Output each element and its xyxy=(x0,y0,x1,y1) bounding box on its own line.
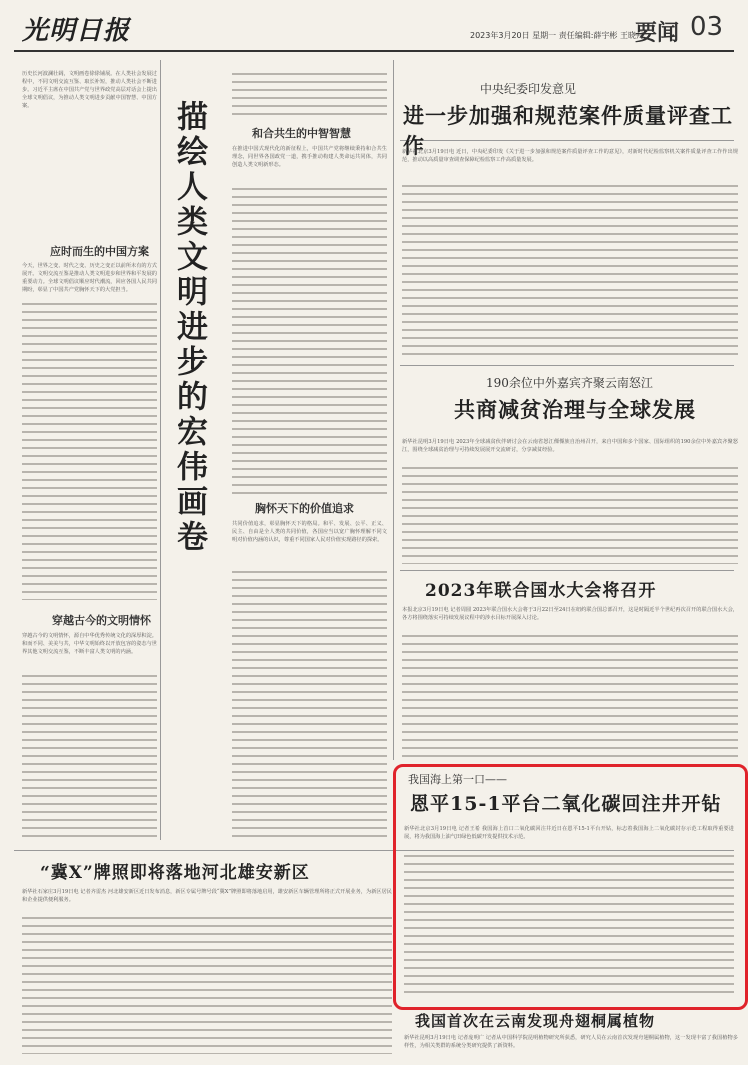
text-lines xyxy=(22,300,157,600)
article-body: 新华社北京3月19日电 记者王希 我国海上首口二氧化碳回注井近日在恩平15-1平台开钻，标志着我国海上二氧化碳封存示范工程取得重要进展，将为我国海上油气田绿色低碳开发提供技术示范。 xyxy=(404,826,734,840)
issue-date-editors: 2023年3月20日 星期一 责任编辑:薛宇彬 王晓丹 xyxy=(470,31,644,40)
commentary-subhead: 胸怀天下的价值追求 xyxy=(255,502,354,515)
article-kicker: 我国海上第一口—— xyxy=(408,773,507,786)
text-lines xyxy=(232,70,387,120)
header-rule xyxy=(14,50,734,52)
page-number: 03 xyxy=(690,12,724,42)
section-divider xyxy=(400,365,734,366)
article-body: 新华社北京3月19日电 近日，中央纪委印发《关于进一步加强和规范案件质量评查工作的意见》，对新时代纪检监察机关案件质量评查工作作出规范，推动以高质量审查调查保障纪检监察工作高质量发展。 xyxy=(402,149,738,163)
commentary-subhead: 应时而生的中国方案 xyxy=(50,245,149,258)
column-divider xyxy=(160,60,161,840)
commentary-subhead: 穿越古今的文明情怀 xyxy=(52,614,151,627)
article-kicker: 190余位中外嘉宾齐聚云南怒江 xyxy=(486,376,653,390)
text-lines xyxy=(232,185,387,495)
article-title: 进一步加强和规范案件质量评查工作 xyxy=(403,103,733,158)
article-kicker: 中央纪委印发意见 xyxy=(480,82,577,96)
article-title: “冀X”牌照即将落地河北雄安新区 xyxy=(40,863,310,883)
commentary-title: 描绘人类文明进步的宏伟画卷 xyxy=(171,100,207,555)
section-title: 要闻 xyxy=(635,21,680,46)
commentary-paragraph: 穿越古今的文明情怀，源自中华优秀传统文化的深厚积淀。和而不同、美美与共，中华文明始终以开放包容的姿态与世界其他文明交流互鉴，不断丰富人类文明的内涵。 xyxy=(22,633,157,655)
article-title: 我国首次在云南发现舟翅桐属植物 xyxy=(415,1012,656,1030)
commentary-subhead: 和合共生的中智智慧 xyxy=(252,127,351,140)
text-lines xyxy=(22,672,157,842)
text-lines xyxy=(402,632,738,757)
section-divider xyxy=(400,570,734,571)
text-lines xyxy=(232,568,387,840)
article-body: 新华社昆明3月19日电 2023年全球减贫伙伴研讨会在云南省怒江傈僳族自治州召开，来自中国和多个国家、国际组织的190余位中外嘉宾齐聚怒江，围绕全球减贫治理与可持续发展展开交流研讨，分享减贫经验。 xyxy=(402,439,738,453)
text-lines xyxy=(404,852,734,998)
article-title: 2023年联合国水大会将召开 xyxy=(425,581,657,601)
text-lines xyxy=(402,182,738,357)
commentary-paragraph: 在推进中国式现代化的新征程上，中国共产党将继续秉持和合共生理念，同世界各国政党一道，携手推动构建人类命运共同体，共同创造人类文明新形态。 xyxy=(232,146,387,168)
article-body: 本报北京3月19日电 记者周圆 2023年联合国水大会将于3月22日至24日在纽约联合国总部召开，这是时隔近半个世纪再次召开的联合国水大会，各方将围绕落实可持续发展议程中的涉水目标开展深入讨论。 xyxy=(402,607,738,621)
commentary-paragraph: 共同价值追求，彰显胸怀天下的格局。和平、发展、公平、正义、民主、自由是全人类的共同价值，各国应当以宽广胸怀理解不同文明对价值内涵的认识，尊重不同国家人民对价值实现路径的探索。 xyxy=(232,521,387,543)
article-title: 共商减贫治理与全球发展 xyxy=(454,397,696,422)
text-lines xyxy=(402,464,738,564)
article-body: 新华社石家庄3月19日电 记者齐雷杰 河北雄安新区近日发布消息，新区专属号牌号段“冀X”牌照即将落地启用，雄安新区车辆管理所将正式开展业务，为新区居民和企业提供便利服务。 xyxy=(22,889,392,903)
commentary-paragraph: 历史长河波澜壮阔，文明画卷徐徐铺展。在人类社会发展过程中，不同文明交流互鉴、取长补短，推动人类社会不断进步。习近平主席在中国共产党与世界政党高层对话会上提出全球文明倡议，为推动人类文明进步贡献中国智慧、中国方案。 xyxy=(22,71,157,109)
newspaper-logo: 光明日报 xyxy=(22,16,131,46)
article-body: 新华社昆明3月19日电 记者庞明广 记者从中国科学院昆明植物研究所获悉，研究人员在云南首次发现舟翅桐属植物，这一发现丰富了我国植物多样性，为相关类群的系统分类研究提供了新资料。 xyxy=(404,1035,738,1049)
article-title: 恩平15-1平台二氧化碳回注井开钻 xyxy=(410,793,722,815)
text-lines xyxy=(22,914,392,1054)
commentary-paragraph: 今天，世界之变、时代之变、历史之变正以前所未有的方式展开。文明交流互鉴是推动人类文明进步和世界和平发展的重要动力。全球文明倡议顺应时代潮流，回应各国人民共同期盼，彰显了中国共产党胸怀天下的大党担当。 xyxy=(22,263,157,293)
column-divider xyxy=(393,60,394,760)
